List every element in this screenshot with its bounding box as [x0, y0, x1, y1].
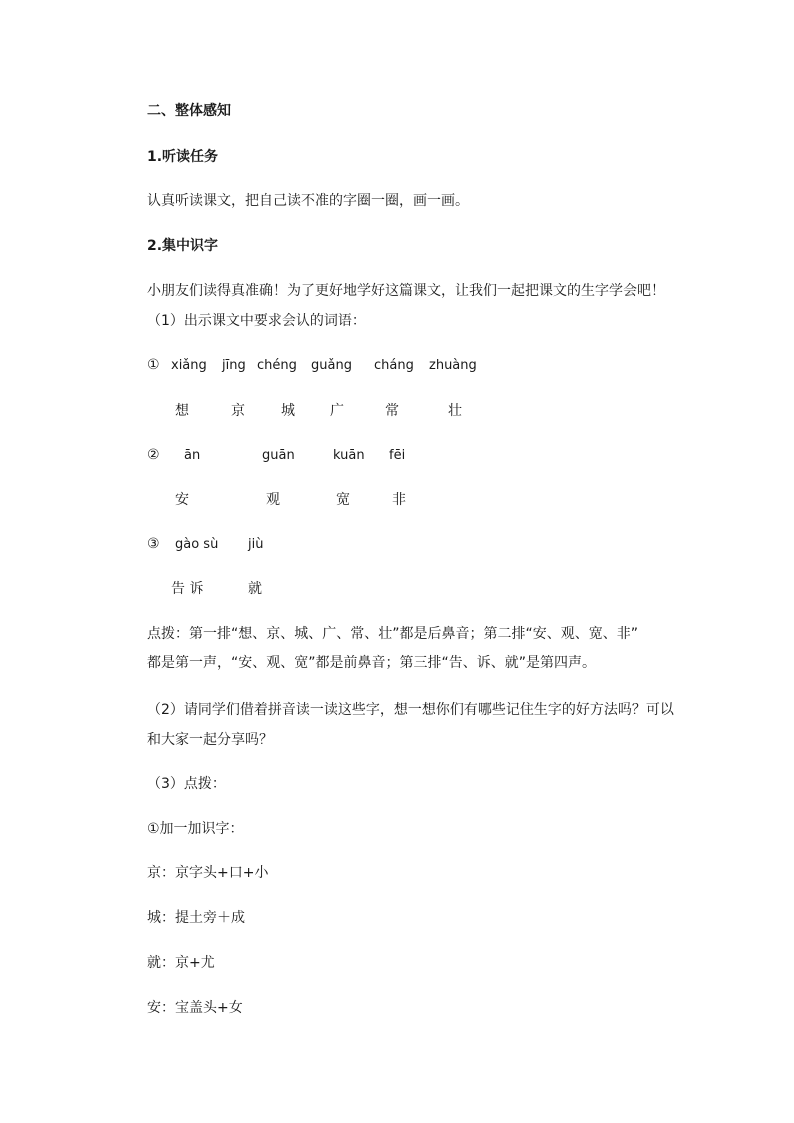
pinyin: guǎng	[311, 358, 352, 373]
hanzi: 想	[175, 403, 189, 419]
pinyin: cháng	[374, 358, 414, 373]
task2-title: 2.集中识字	[147, 238, 219, 254]
sub2-line-2: 和大家一起分享吗？	[147, 732, 273, 748]
sub3-text: （3）点拨：	[147, 776, 226, 792]
pinyin: chéng	[257, 358, 297, 373]
hanzi: 广	[330, 403, 344, 419]
hanzi: 京	[231, 403, 245, 419]
method-item: 就：京+尤	[147, 955, 215, 971]
hanzi: 城	[281, 403, 295, 419]
pinyin: fēi	[389, 448, 406, 463]
method-item: 安：宝盖头+女	[147, 1000, 243, 1016]
hanzi: 常	[385, 403, 399, 419]
group3-marker: ③	[147, 536, 160, 552]
pinyin: guān	[262, 448, 295, 463]
hanzi: 观	[266, 492, 280, 508]
hanzi: 安	[175, 492, 189, 508]
tip-line-1: 点拨：第一排“想、京、城、广、常、壮”都是后鼻音；第二排“安、观、宽、非”	[147, 626, 639, 642]
sub2-line-1: （2）请同学们借着拼音读一读这些字，想一想你们有哪些记住生字的好方法吗？可以	[147, 702, 674, 718]
pinyin: xiǎng	[171, 358, 207, 373]
hanzi: 就	[248, 581, 262, 597]
pinyin: kuān	[333, 448, 365, 463]
pinyin: zhuàng	[429, 358, 477, 373]
pinyin: jiù	[248, 537, 264, 552]
hanzi: 壮	[448, 403, 462, 419]
task2-intro: 小朋友们读得真准确！为了更好地学好这篇课文，让我们一起把课文的生字学会吧！	[147, 283, 665, 299]
tip-line-2: 都是第一声，“安、观、宽”都是前鼻音；第三排“告、诉、就”是第四声。	[147, 655, 597, 671]
method-item: 京：京字头+口+小	[147, 865, 269, 881]
group1-marker: ①	[147, 357, 160, 373]
task1-title: 1.听读任务	[147, 149, 219, 165]
sub1-text: （1）出示课文中要求会认的词语：	[147, 313, 366, 329]
pinyin: gào sù	[175, 537, 219, 552]
group2-marker: ②	[147, 447, 160, 463]
method-title: ①加一加识字：	[147, 821, 244, 837]
task1-text: 认真听读课文，把自己读不准的字圈一圈，画一画。	[147, 193, 469, 209]
method-item: 城：提土旁＋成	[147, 910, 245, 926]
hanzi: 宽	[336, 492, 350, 508]
pinyin: ān	[184, 448, 201, 463]
section-title: 二、整体感知	[147, 103, 231, 119]
hanzi: 告 诉	[171, 581, 204, 597]
hanzi: 非	[392, 492, 406, 508]
pinyin: jīng	[222, 358, 246, 373]
